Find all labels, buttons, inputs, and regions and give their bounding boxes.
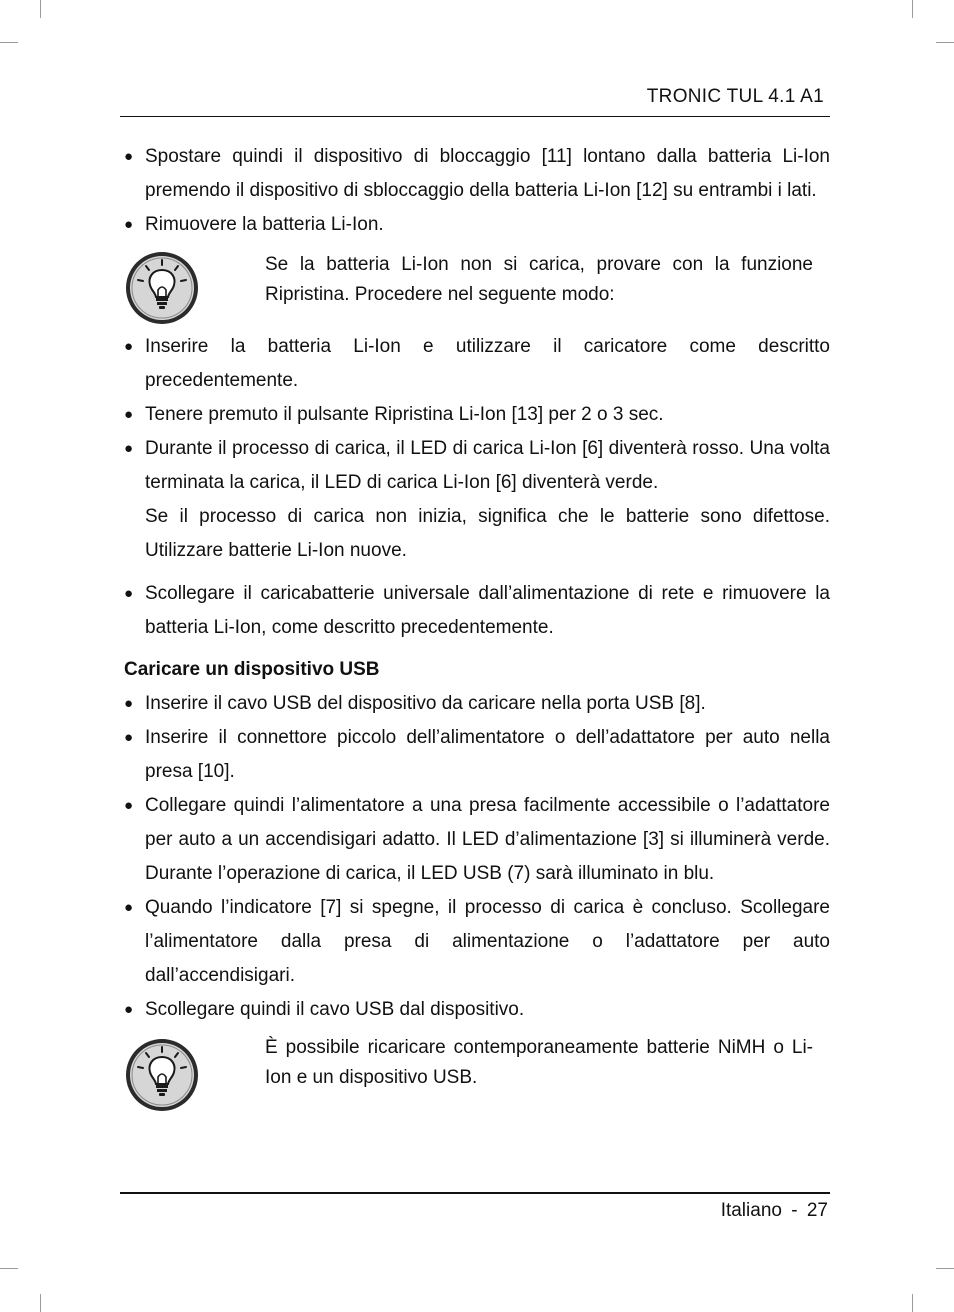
list-item <box>124 577 830 645</box>
note-text: Se la batteria Li-Ion non si carica, provare con la funzione Ripristina. Procedere nel seguente modo: <box>265 254 813 305</box>
bullet-icon: ● <box>124 899 134 916</box>
tip-note <box>124 1033 830 1115</box>
list-item-text: Inserire il cavo USB del dispositivo da caricare nella porta USB [8]. <box>145 693 706 714</box>
crop-mark <box>40 0 41 18</box>
list-item <box>124 208 830 242</box>
list-item-text: Spostare quindi il dispositivo di bloccaggio [11] lontano dalla batteria Li-Ion premendo il dispositivo di sbloccaggio della batteria Li-Ion [12] su entrambi i lati. <box>145 146 830 201</box>
list-item <box>124 140 830 208</box>
bullet-icon: ● <box>124 406 134 423</box>
list-item-text: Scollegare quindi il cavo USB dal dispositivo. <box>145 999 525 1020</box>
bullet-icon: ● <box>124 729 134 746</box>
bullet-icon: ● <box>124 440 134 457</box>
footer-rule <box>120 1192 830 1194</box>
crop-mark <box>40 1294 41 1312</box>
bullet-icon: ● <box>124 148 134 165</box>
bullet-icon: ● <box>124 585 134 602</box>
list-item <box>124 721 830 789</box>
crop-mark <box>912 1294 913 1312</box>
section-heading: Caricare un dispositivo USB <box>124 659 380 680</box>
list-item-continuation: Se il processo di carica non inizia, significa che le batterie sono difettose. Utilizzare batterie Li-Ion nuove. <box>145 506 830 561</box>
footer-language: Italiano <box>720 1200 782 1221</box>
bullet-icon: ● <box>124 216 134 233</box>
list-item <box>124 432 830 568</box>
crop-mark <box>0 1268 18 1269</box>
page-number: 27 <box>806 1200 828 1221</box>
bullet-icon: ● <box>124 338 134 355</box>
page-body <box>124 140 830 1115</box>
footer-separator: - <box>791 1200 798 1221</box>
list-item <box>124 993 830 1027</box>
note-text: È possibile ricaricare contemporaneamente batterie NiMH o Li-Ion e un dispositivo USB. <box>265 1037 813 1088</box>
header-rule <box>120 116 830 117</box>
list-item <box>124 398 830 432</box>
crop-mark <box>936 42 954 43</box>
spacer <box>124 568 830 577</box>
crop-mark <box>0 42 18 43</box>
tip-note <box>124 246 830 328</box>
list-item <box>124 891 830 993</box>
list-item-text: Rimuovere la batteria Li-Ion. <box>145 214 384 235</box>
crop-mark <box>912 0 913 18</box>
page-footer <box>721 1200 828 1222</box>
bullet-icon: ● <box>124 797 134 814</box>
list-item-text: Inserire il connettore piccolo dell’alimentatore o dell’adattatore per auto nella presa [10]. <box>145 727 830 782</box>
list-item-text: Durante il processo di carica, il LED di carica Li-Ion [6] diventerà rosso. Una volta terminata la carica, il LED di carica Li-Ion [6] diventerà verde. <box>145 438 830 493</box>
list-item-text: Tenere premuto il pulsante Ripristina Li-Ion [13] per 2 o 3 sec. <box>145 404 664 425</box>
list-item <box>124 687 830 721</box>
lightbulb-icon <box>124 250 200 326</box>
running-header: TRONIC TUL 4.1 A1 <box>646 86 824 107</box>
lightbulb-icon <box>124 1037 200 1113</box>
list-item-text: Quando l’indicatore [7] si spegne, il processo di carica è concluso. Scollegare l’alimentatore dalla presa di alimentazione o l’adattatore per auto dall’accendisigari. <box>145 897 830 986</box>
list-item-text: Inserire la batteria Li-Ion e utilizzare il caricatore come descritto precedentemente. <box>145 336 830 391</box>
crop-mark <box>936 1268 954 1269</box>
list-item-text: Scollegare il caricabatterie universale dall’alimentazione di rete e rimuovere la batteria Li-Ion, come descritto precedentemente. <box>145 583 830 638</box>
bullet-icon: ● <box>124 1001 134 1018</box>
list-item <box>124 789 830 891</box>
list-item <box>124 330 830 398</box>
bullet-icon: ● <box>124 695 134 712</box>
list-item-text: Collegare quindi l’alimentatore a una presa facilmente accessibile o l’adattatore per auto a un accendisigari adatto. Il LED d’alimentazione [3] si illuminerà verde. Durante l’operazione di carica, il LED USB (7) sarà illuminato in blu. <box>145 795 830 884</box>
